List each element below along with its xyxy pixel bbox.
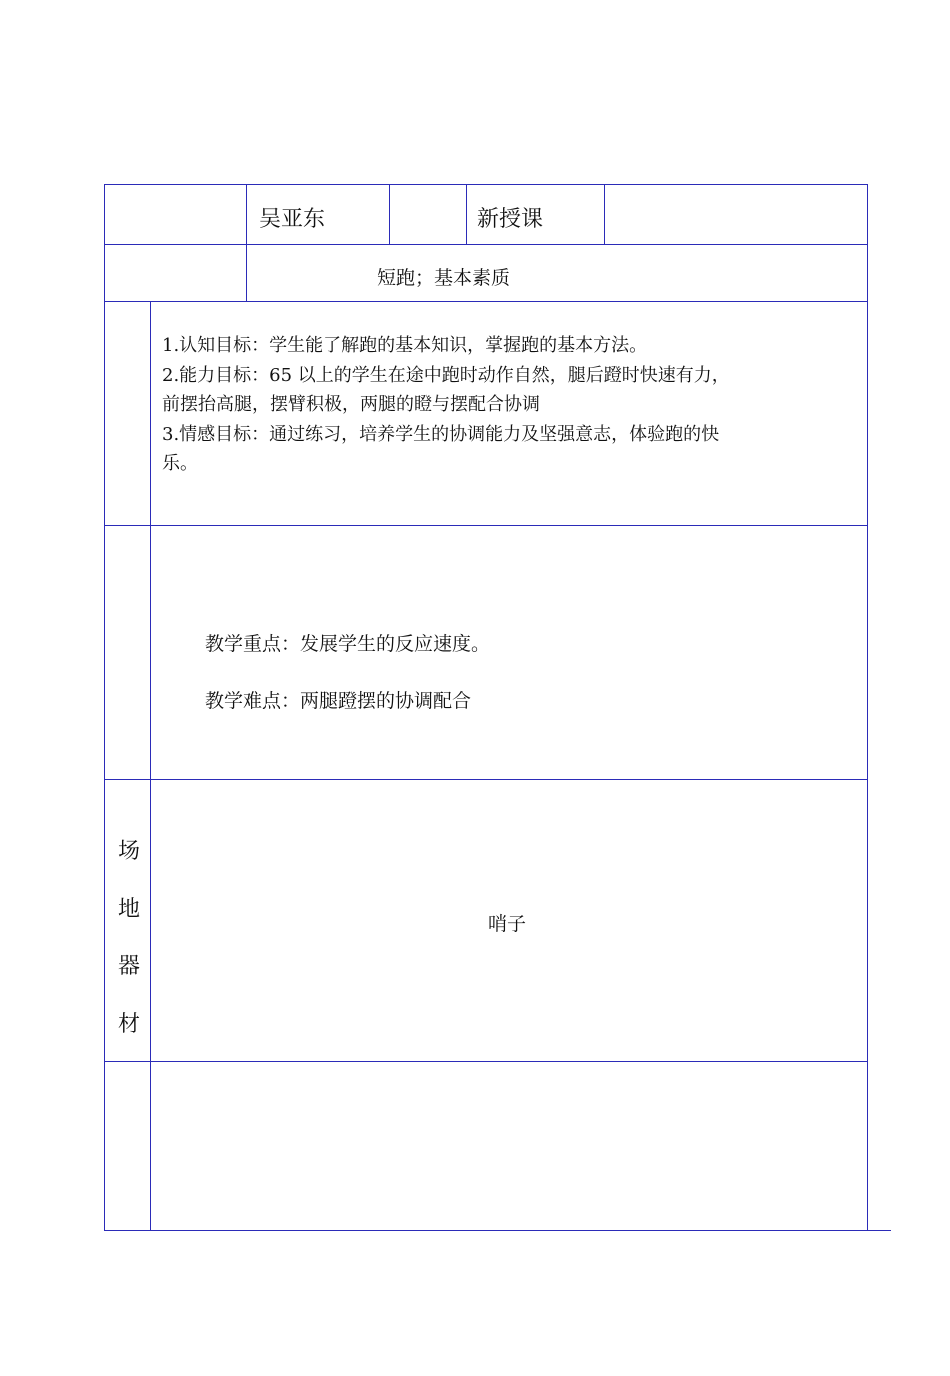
- teaching-focus: 教学重点：发展学生的反应速度。: [205, 633, 491, 655]
- objective-line: 2.能力目标：65 以上的学生在途中跑时动作自然，腿后蹬时快速有力，: [162, 364, 730, 386]
- table-left-border: [104, 184, 105, 1231]
- row-divider-3: [104, 525, 868, 526]
- row-divider-5: [104, 1061, 868, 1062]
- venue-label-char: 场: [117, 839, 140, 864]
- objective-line: 1.认知目标：学生能了解跑的基本知识，掌握跑的基本方法。: [162, 335, 648, 356]
- venue-label-char: 器: [117, 954, 140, 979]
- row-divider-1: [104, 244, 868, 245]
- objective-line: 乐。: [162, 453, 198, 474]
- venue-equipment-label: [116, 823, 142, 1053]
- header-col-divider-2: [389, 184, 390, 245]
- lesson-topic: 短跑；基本素质: [377, 267, 511, 289]
- header-col-divider-1: [246, 184, 247, 302]
- row-divider-4: [104, 779, 868, 780]
- lesson-type: 新授课: [477, 207, 544, 232]
- header-col-divider-4: [604, 184, 605, 245]
- teaching-objectives: [162, 331, 862, 479]
- row-divider-2: [104, 301, 868, 302]
- objective-line: 3.情感目标：通过练习，培养学生的协调能力及坚强意志，体验跑的快: [162, 423, 720, 445]
- venue-label-char: 地: [117, 896, 140, 922]
- header-col-divider-3: [466, 184, 467, 245]
- table-top-border: [104, 184, 868, 185]
- table-right-border: [867, 184, 868, 1231]
- teacher-name: 吴亚东: [259, 207, 326, 232]
- label-col-divider: [150, 301, 151, 1231]
- table-bottom-border: [104, 1230, 891, 1231]
- equipment-value: 哨子: [488, 913, 527, 935]
- teaching-difficulty: 教学难点：两腿蹬摆的协调配合: [205, 690, 472, 712]
- venue-label-char: 材: [117, 1011, 140, 1037]
- objective-line: 前摆抬高腿，摆臂积极，两腿的瞪与摆配合协调: [162, 394, 540, 415]
